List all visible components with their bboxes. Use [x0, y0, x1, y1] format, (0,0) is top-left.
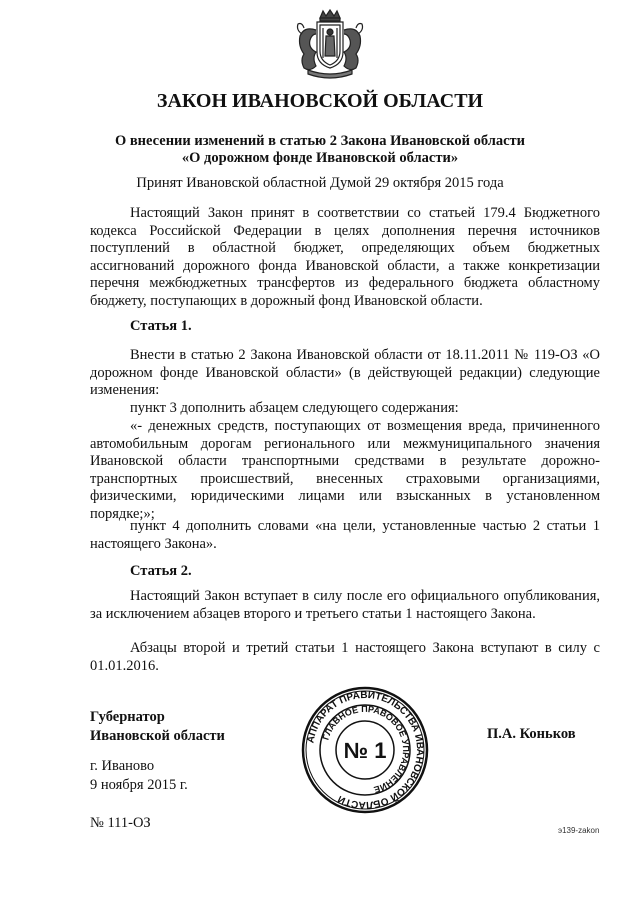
article-1-intro: Внести в статью 2 Закона Ивановской области от 18.11.2011 № 119-ОЗ «О дорожном фонде Ивановской области» (в действующей редакции) следующие изменения: [90, 347, 600, 399]
law-number: № 111-ОЗ [90, 815, 151, 831]
article-1-quote: «- денежных средств, поступающих от возмещения вреда, причиненного автомобильным дорогам регионального или межмуниципального значения Ивановской области транспортными средствами в результате дорожно-транспортных происшествий, внесенных страховыми организациями, физическими, юридическими лицами или взысканных в установленном порядке;»; [90, 418, 600, 522]
adoption-note: Принят Ивановской областной Думой 29 октября 2015 года [136, 175, 504, 191]
signatory-position-line2: Ивановской области [90, 728, 225, 744]
article-1-item-2: пункт 4 дополнить словами «на цели, установленные частью 2 статьи 1 настоящего Закона». [90, 518, 600, 552]
document-subtitle-line2: «О дорожном фонде Ивановской области» [181, 150, 459, 166]
article-2-paragraph-2: Абзацы второй и третий статьи 1 настоящего Закона вступают в силу с 01.01.2016. [90, 640, 600, 674]
article-1-item-1: пункт 3 дополнить абзацем следующего содержания: [130, 400, 459, 416]
signatory-name: П.А. Коньков [487, 726, 576, 742]
article-2-paragraph-1: Настоящий Закон вступает в силу после его официального опубликования, за исключением абзацев второго и третьего статьи 1 настоящего Закона. [90, 588, 600, 622]
stamp-outer-text: АППАРАТ ПРАВИТЕЛЬСТВА ИВАНОВСКОЙ ОБЛАСТИ [305, 689, 426, 811]
signing-date: 9 ноября 2015 г. [90, 777, 188, 793]
signing-place-date [90, 757, 188, 795]
article-2-heading: Статья 2. [130, 563, 192, 579]
stamp-inner-text: ГЛАВНОЕ ПРАВОВОЕ УПРАВЛЕНИЕ [320, 703, 412, 795]
signatory-position [90, 708, 225, 746]
stamp-number: № 1 [343, 738, 387, 763]
signatory-position-line1: Губернатор [90, 709, 165, 725]
preamble-paragraph: Настоящий Закон принят в соответствии со статьей 179.4 Бюджетного кодекса Российской Федерации в целях дополнения перечня источников поступлений в областной бюджет, определяющих объем бюджетных ассигнований дорожного фонда Ивановской области, а также конкретизации перечня межбюджетных трансфертов из федерального бюджета областному бюджету, поступающих в дорожный фонд Ивановской области. [90, 205, 600, 309]
document-title: ЗАКОН ИВАНОВСКОЙ ОБЛАСТИ [156, 90, 484, 112]
official-stamp [300, 685, 430, 815]
coat-of-arms-icon [290, 8, 370, 80]
document-subtitle-line1: О внесении изменений в статью 2 Закона Ивановской области [114, 133, 526, 149]
document-code: э139-zakon [558, 826, 600, 835]
article-1-heading: Статья 1. [130, 318, 192, 334]
signing-city: г. Иваново [90, 758, 155, 774]
